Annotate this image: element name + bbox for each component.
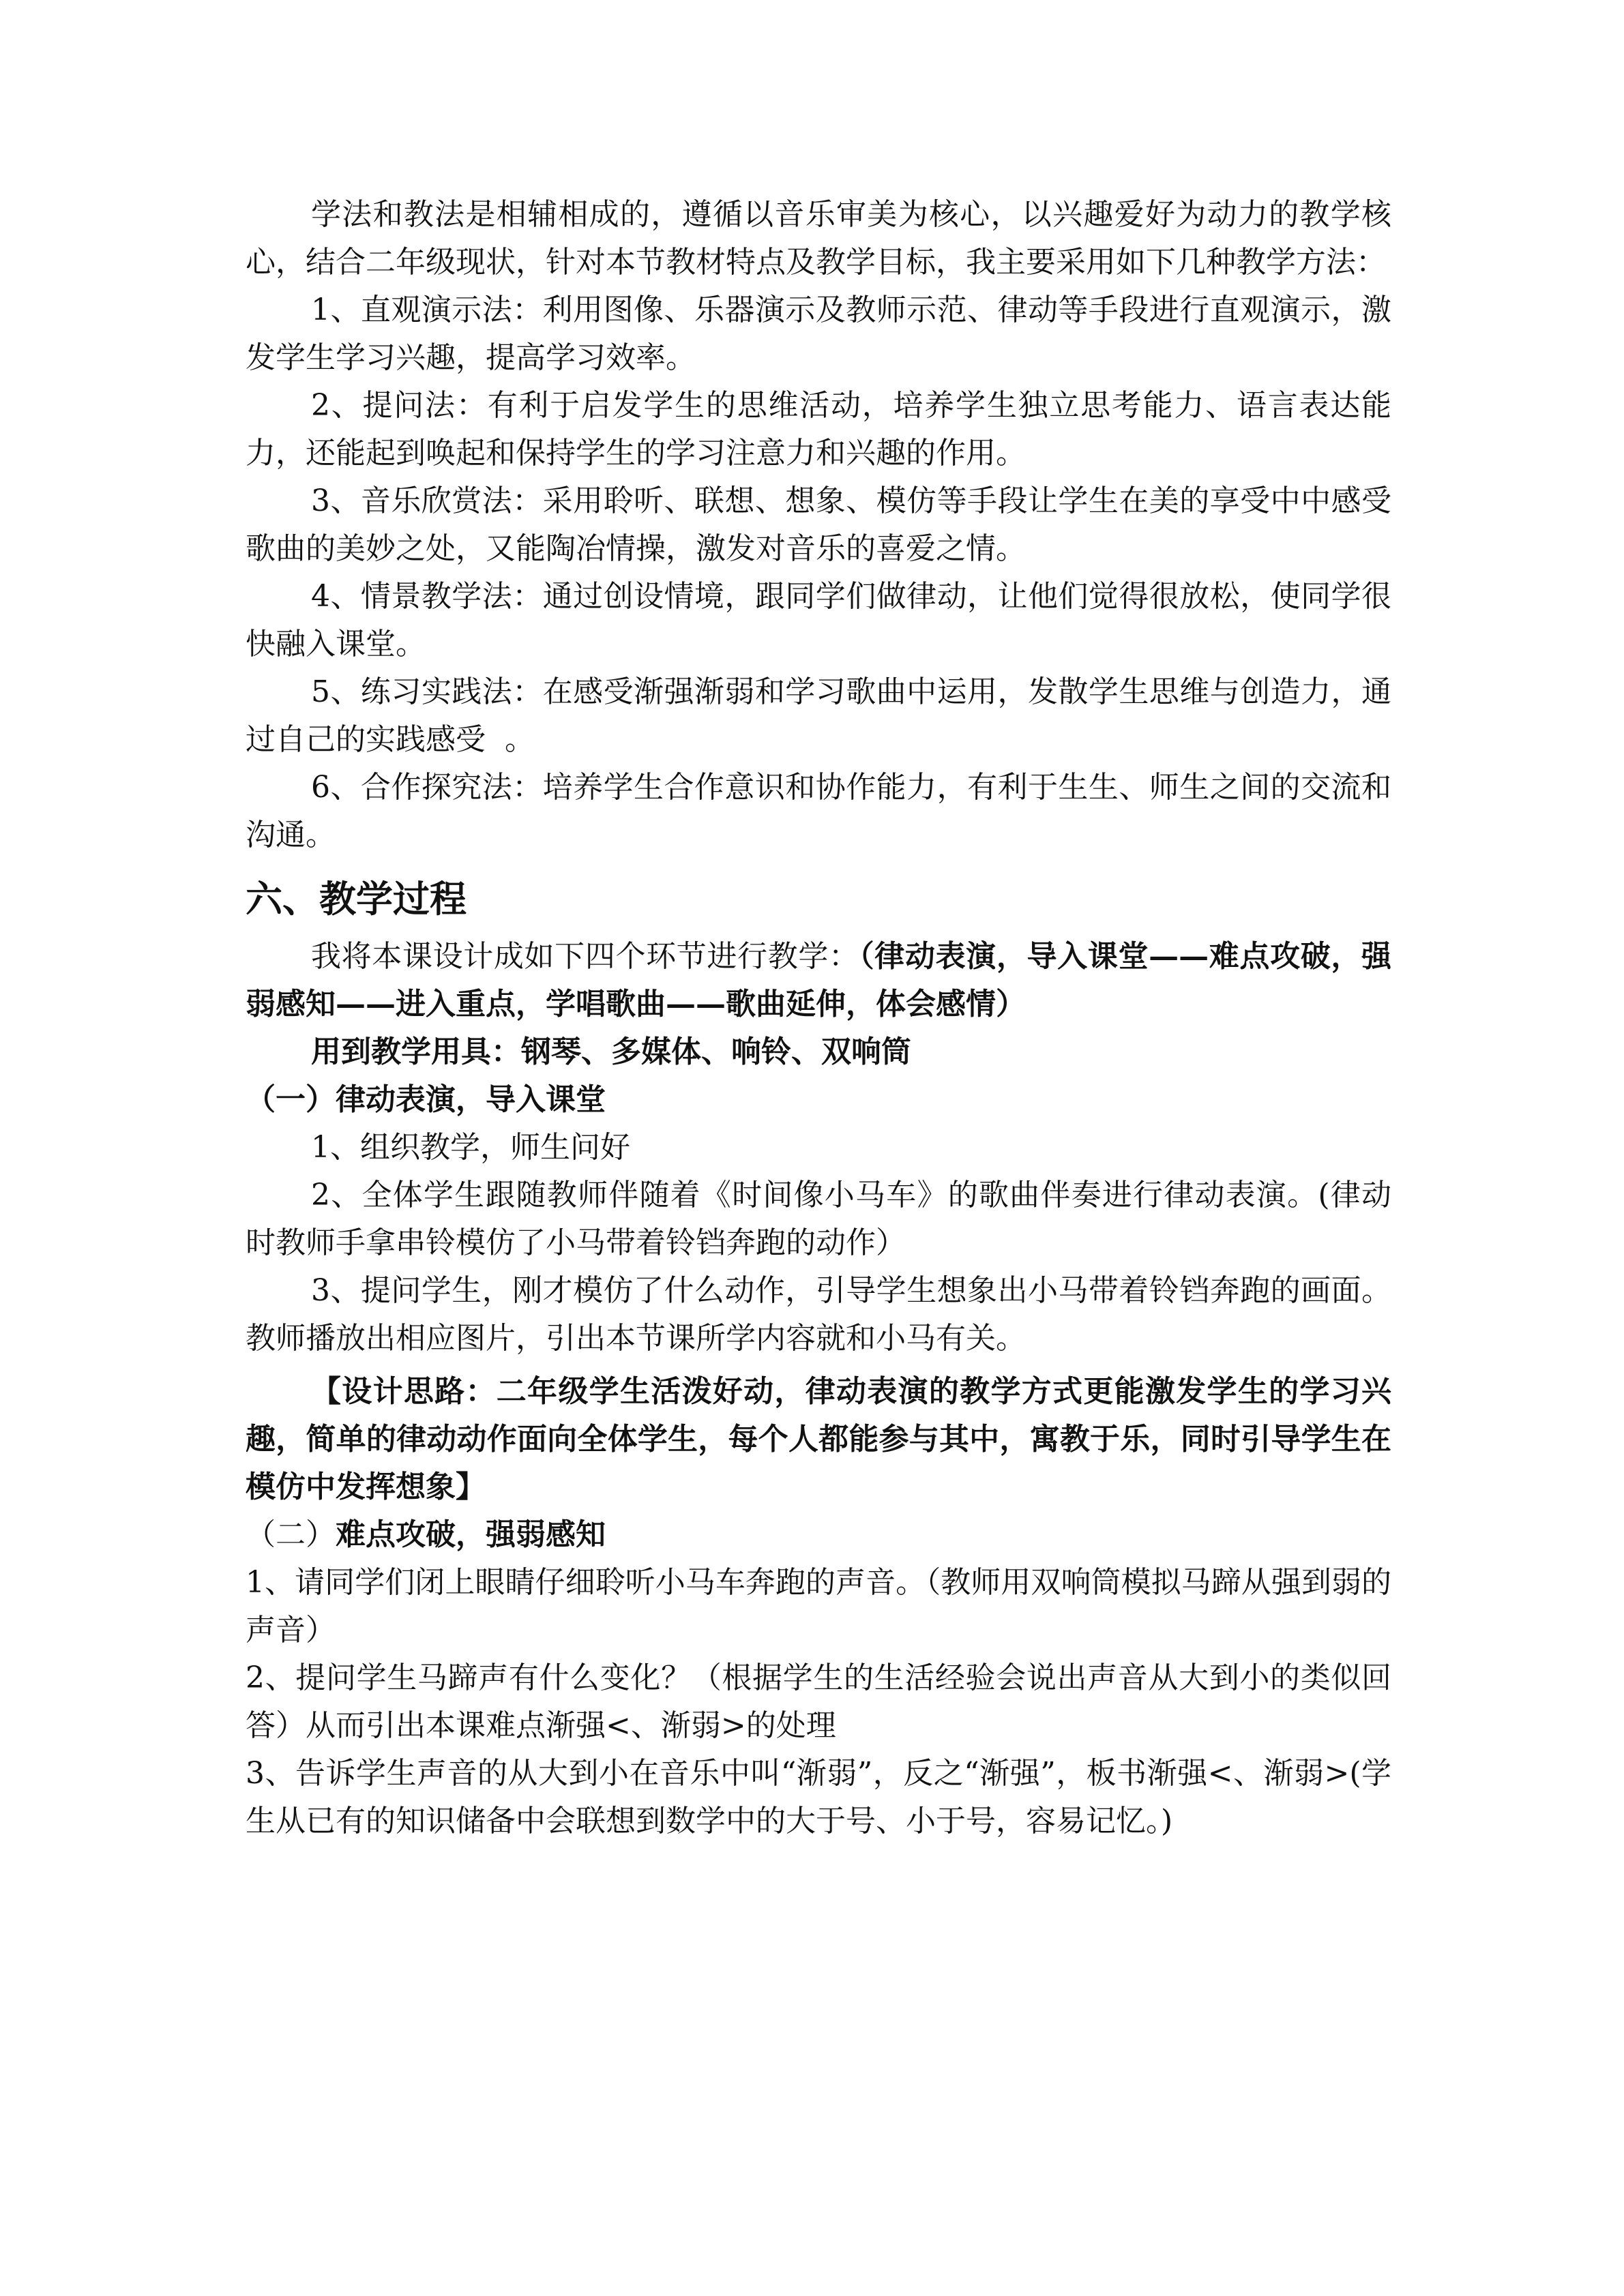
plan-lead: 我将本课设计成如下四个环节进行教学： bbox=[311, 939, 859, 974]
part1-item-1: 1、组织教学，师生问好 bbox=[311, 1130, 630, 1165]
part1-item-2: 2、全体学生跟随教师伴随着《时间像小马车》的歌曲伴奏进行律动表演。(律动时教师手拿串铃模仿了小马带着铃铛奔跑的动作） bbox=[246, 1178, 1391, 1260]
method-2: 2、提问法：有利于启发学生的思维活动，培养学生独立思考能力、语言表达能力，还能起到唤起和保持学生的学习注意力和兴趣的作用。 bbox=[246, 388, 1391, 471]
method-6: 6、合作探究法：培养学生合作意识和协作能力，有利于生生、师生之间的交流和沟通。 bbox=[246, 770, 1391, 852]
part2-item-2: 2、提问学生马蹄声有什么变化？（根据学生的生活经验会说出声音从大到小的类似回答）从而引出本课难点渐强<、渐弱>的处理 bbox=[246, 1660, 1391, 1743]
part2-title bbox=[246, 1511, 1391, 1559]
part2-title-prefix: （二） bbox=[246, 1517, 336, 1552]
part2-item-3: 3、告诉学生声音的从大到小在音乐中叫“渐弱”，反之“渐强”，板书渐强<、渐弱>(学生从已有的知识储备中会联想到数学中的大于号、小于号，容易记忆。) bbox=[246, 1756, 1391, 1838]
part1-title: （一）律动表演，导入课堂 bbox=[246, 1082, 606, 1117]
part2-item-1: 1、请同学们闭上眼睛仔细聆听小马车奔跑的声音。（教师用双响筒模拟马蹄从强到弱的声音） bbox=[246, 1565, 1391, 1648]
method-3: 3、音乐欣赏法：采用聆听、联想、想象、模仿等手段让学生在美的享受中中感受歌曲的美妙之处，又能陶冶情操，激发对音乐的喜爱之情。 bbox=[246, 483, 1391, 566]
document-page bbox=[246, 191, 1391, 1845]
plan-stages: （律动表演，导入课堂——难点攻破，强弱感知——进入重点，学唱歌曲——歌曲延伸，体会感情） bbox=[246, 939, 1392, 1022]
method-4: 4、情景教学法：通过创设情境，跟同学们做律动，让他们觉得很放松，使同学很快融入课堂。 bbox=[246, 579, 1391, 661]
part1-item-3: 3、提问学生，刚才模仿了什么动作，引导学生想象出小马带着铃铛奔跑的画面。教师播放出相应图片，引出本节课所学内容就和小马有关。 bbox=[246, 1273, 1391, 1356]
plan-paragraph bbox=[246, 933, 1391, 1028]
section-heading: 六、教学过程 bbox=[246, 877, 467, 921]
method-1: 1、直观演示法：利用图像、乐器演示及教师示范、律动等手段进行直观演示，激发学生学习兴趣，提高学习效率。 bbox=[246, 293, 1391, 375]
method-5: 5、练习实践法：在感受渐强渐弱和学习歌曲中运用，发散学生思维与创造力，通过自己的实践感受 。 bbox=[246, 674, 1391, 757]
design-note: 【设计思路：二年级学生活泼好动，律动表演的教学方式更能激发学生的学习兴趣，简单的律动动作面向全体学生，每个人都能参与其中，寓教于乐，同时引导学生在模仿中发挥想象】 bbox=[246, 1374, 1391, 1504]
part2-title-bold: 难点攻破，强弱感知 bbox=[336, 1517, 606, 1552]
teaching-tools: 用到教学用具：钢琴、多媒体、响铃、双响筒 bbox=[311, 1034, 911, 1069]
methods-intro: 学法和教法是相辅相成的，遵循以音乐审美为核心，以兴趣爱好为动力的教学核心，结合二年级现状，针对本节教材特点及教学目标，我主要采用如下几种教学方法： bbox=[246, 197, 1391, 280]
